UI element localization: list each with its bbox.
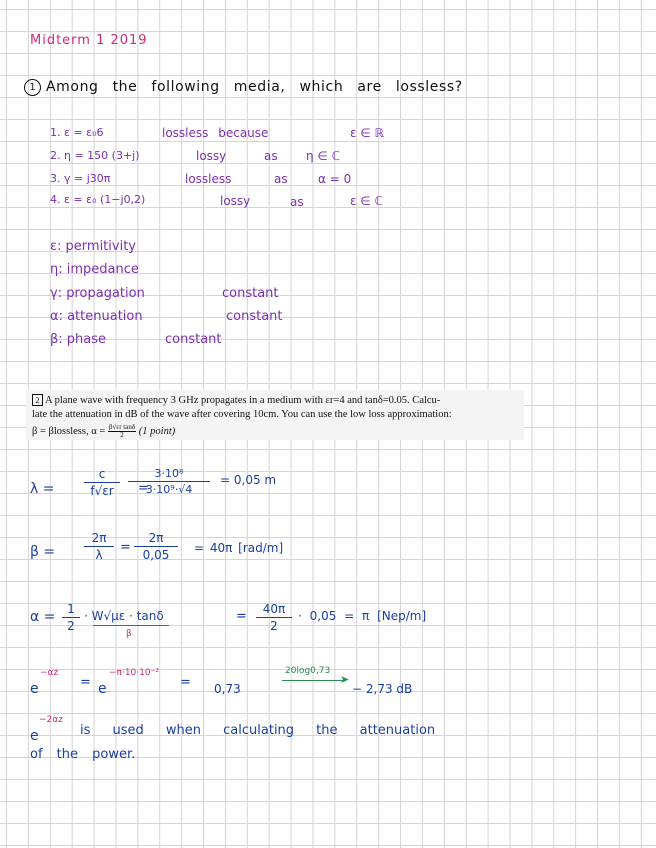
arrow-shaft (282, 680, 344, 681)
alpha-beta-note: β (126, 629, 132, 639)
item-1-condition: ε ∈ ℝ (350, 126, 385, 140)
beta-result: = 40π [rad/m] (194, 541, 284, 555)
alpha-equals: = (236, 609, 247, 624)
alpha-underline (93, 625, 169, 626)
lambda-fraction-2: $\frac{\text{3·10⁸}}{\text{3·10⁹·√4}}$ (128, 468, 210, 495)
note-base: e (30, 728, 39, 744)
alpha-result: · 0,05 = π [Nep/m] (298, 609, 427, 623)
exp-db: − 2,73 dB (352, 682, 413, 696)
item-4-expr: 4. ε = ε₀ (1−j0,2) (50, 193, 146, 206)
legend-phase-constant: constant (165, 332, 222, 347)
item-3-condition: α = 0 (318, 172, 352, 186)
beta-fraction-1: $\frac{2\pi}{\lambda}$ (84, 532, 114, 561)
alpha-formula: · W√με · tanδ (84, 609, 164, 623)
alpha-half: $\frac{1}{2}$ (62, 603, 80, 632)
item-2-verdict: lossy (196, 149, 227, 163)
note-exponent: −2αz (39, 715, 63, 725)
item-4-condition: ε ∈ ℂ (350, 194, 383, 208)
legend-propagation-constant: constant (222, 286, 279, 301)
item-3-expr: 3. γ = j30π (50, 172, 111, 185)
item-2-as: as (264, 149, 278, 163)
item-1-verdict: lossless because (162, 126, 269, 140)
lambda-equals: = (138, 481, 149, 496)
exp-base-1: e (30, 681, 39, 697)
exp-base-2: e (98, 681, 107, 697)
legend-impedance: η: impedance (50, 262, 139, 277)
legend-permitivity: ε: permitivity (50, 239, 136, 254)
exp-exponent-1: −αz (40, 668, 59, 678)
exp-equals-2: = (180, 675, 191, 690)
note-line-2: of the power. (30, 747, 136, 762)
item-3-as: as (274, 172, 288, 186)
legend-attenuation-constant: constant (226, 309, 283, 324)
lambda-fraction-1: $\frac{c}{f√\varepsilon r}$ (84, 468, 120, 497)
item-1-expr: 1. ε = ε₀6 (50, 126, 104, 139)
arrow-head-icon: ➤ (340, 673, 350, 686)
note-line-1: is used when calculating the attenuation (80, 723, 436, 738)
beta-fraction-2: $\frac{2\pi}{0,05}$ (134, 532, 178, 561)
lambda-lhs: λ = (30, 481, 55, 497)
exp-value: 0,73 (214, 682, 241, 696)
lambda-result: = 0,05 m (220, 473, 277, 487)
exp-exponent-2: −π·10·10⁻² (109, 668, 159, 678)
question-2-line-3: β = βlossless, α = $\frac{\text{β√εr tanδ}}{2}$ (1 point) (32, 423, 176, 439)
item-2-expr: 2. η = 150 (3+j) (50, 149, 140, 162)
exp-equals-1: = (80, 675, 91, 690)
item-4-verdict: lossy (220, 194, 251, 208)
question-2-line-2: late the attenuation in dB of the wave after covering 10cm. You can use the low loss approximation: (32, 409, 452, 420)
question-2-box (26, 390, 524, 440)
question-2-number: 2 (32, 394, 43, 406)
beta-equals: = (120, 540, 131, 555)
question-1-number: 1 (24, 79, 41, 96)
alpha-lhs: α = (30, 609, 56, 625)
question-1-text: Among the following media, which are lossless? (46, 79, 463, 95)
page-title: Midterm 1 2019 (30, 33, 148, 48)
item-3-verdict: lossless (185, 172, 232, 186)
alpha-fraction: $\frac{40\pi}{2}$ (256, 603, 292, 632)
item-2-condition: η ∈ ℂ (306, 149, 341, 163)
legend-propagation: γ: propagation (50, 286, 145, 301)
beta-lhs: β = (30, 544, 56, 560)
arrow-label: 20log0,73 (285, 666, 331, 676)
question-2-line-1: 2 A plane wave with frequency 3 GHz propagates in a medium with εr=4 and tanδ=0.05. Calcu- (32, 394, 440, 407)
legend-phase: β: phase (50, 332, 107, 347)
legend-attenuation: α: attenuation (50, 309, 143, 324)
item-4-as: as (290, 195, 304, 209)
